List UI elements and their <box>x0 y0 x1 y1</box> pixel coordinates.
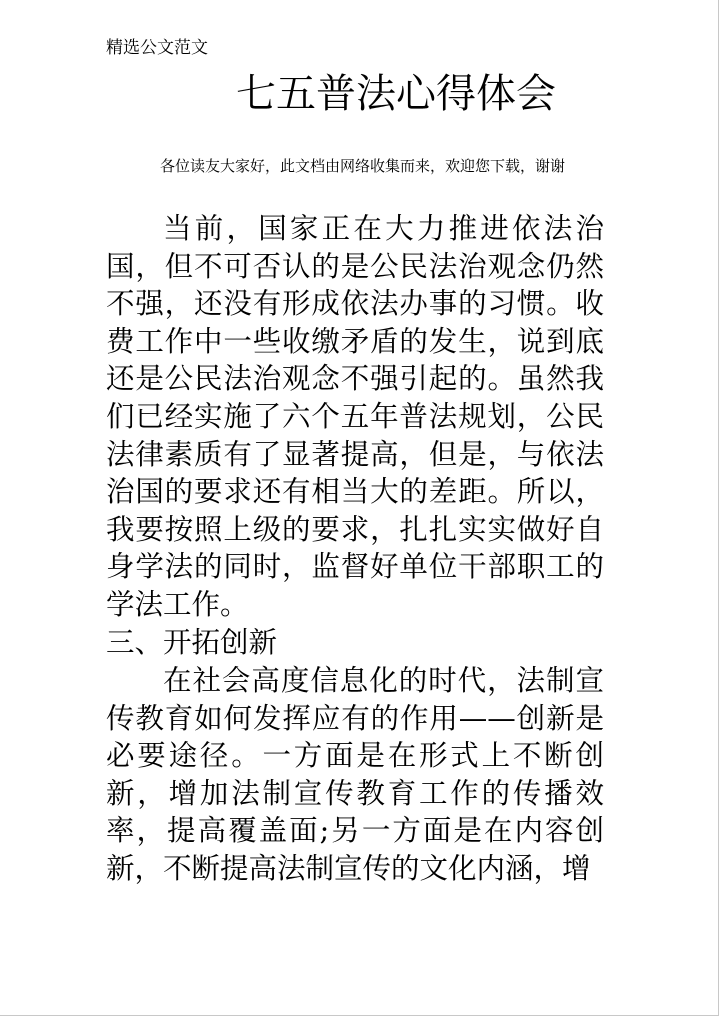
header-label: 精选公文范文 <box>106 38 208 58</box>
document-title: 七五普法心得体会 <box>236 71 556 117</box>
section-heading: 三、开拓创新 <box>106 626 278 659</box>
body-paragraph-2: 在社会高度信息化的时代，法制宣传教育如何发挥应有的作用——创新是必要途径。一方面是在形式上不断创新，增加法制宣传教育工作的传播效率，提高覆盖面;另一方面是在内容创新，不断提高法制宣传的文化内涵，增 <box>106 664 604 885</box>
document-notice: 各位读友大家好，此文档由网络收集而来，欢迎您下载，谢谢 <box>160 157 566 175</box>
body-paragraph-1: 当前，国家正在大力推进依法治国，但不可否认的是公民法治观念仍然不强，还没有形成依法办事的习惯。收费工作中一些收缴矛盾的发生，说到底还是公民法治观念不强引起的。虽然我们已经实施了六个五年普法规划，公民法律素质有了显著提高，但是，与依法治国的要求还有相当大的差距。所以，我要按照上级的要求，扎扎实实做好自身学法的同时，监督好单位干部职工的学法工作。 <box>106 212 604 621</box>
